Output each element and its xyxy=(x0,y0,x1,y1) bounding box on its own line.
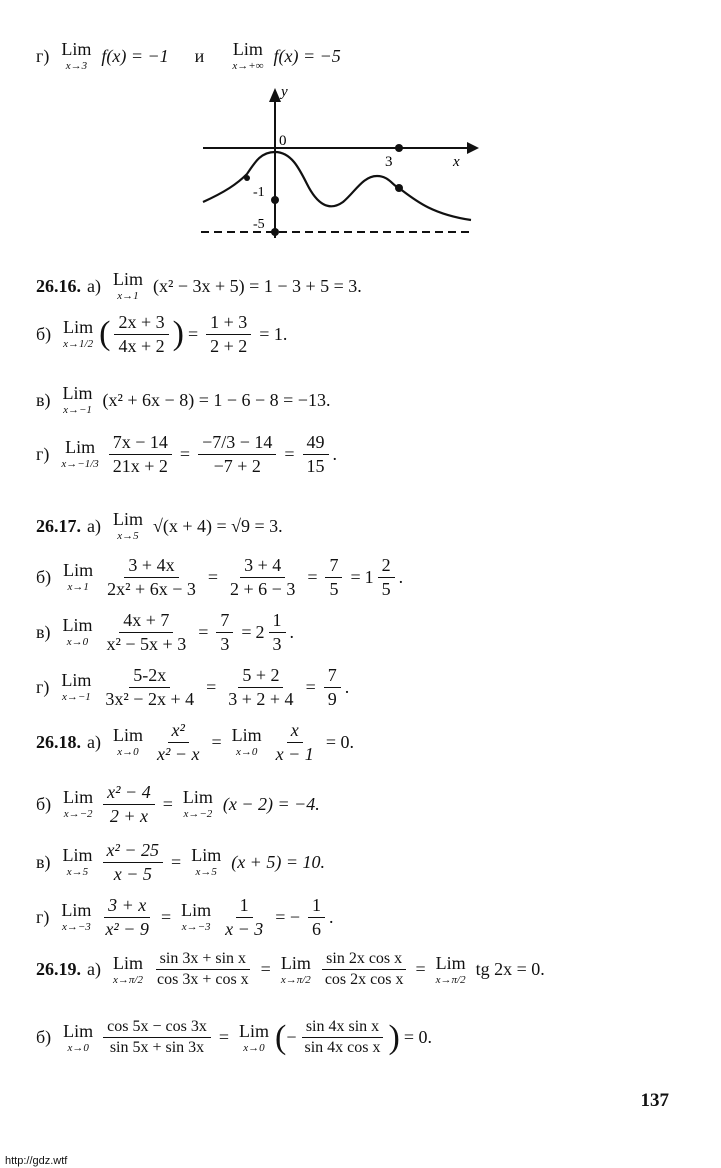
problem-2616-b: б) Lim x→1/2 ( $\frac{2x + 3}{4x + 2}$ ) = $\frac{1 + 3}{2 + 2}$ = 1. xyxy=(36,312,288,356)
label: а) xyxy=(87,275,101,296)
fraction: $\frac{7}{9}$ xyxy=(324,665,341,709)
y-tick-label: -5 xyxy=(253,217,265,232)
limit: Lim x→1 xyxy=(63,560,94,594)
expression: (x² − 3x + 5) = 1 − 3 + 5 = 3. xyxy=(152,275,362,296)
point xyxy=(244,175,250,181)
problem-2619-a: 26.19. а) Lim x→π/2 $\frac{\text{sin 3x + sin x}}{\text{cos 3x + cos x}}$ = Lim x→π/2 $\frac{\text{sin 2x cos x}}{\text{cos 2x cos x}}$ = Lim x→π/2 tg 2x = 0. xyxy=(36,950,545,989)
fraction: $\frac{49}{15}$ xyxy=(303,432,329,476)
fraction: $\frac{7x - 14}{21x + 2}$ xyxy=(109,432,172,476)
limit: Lim x→1 xyxy=(112,269,143,302)
limit: Lim x→−1 xyxy=(61,670,92,704)
limit: Lim x→−3 xyxy=(61,900,92,934)
fraction: $\frac{1}{6}$ xyxy=(308,895,325,939)
fraction: $\frac{\cos 5x - \cos 3x}{\sin 5x + \sin 3x}$ xyxy=(103,1018,211,1058)
limit: Lim x→0 xyxy=(62,615,93,649)
fraction: $\frac{2}{5}$ xyxy=(378,555,395,599)
label: г) xyxy=(36,45,50,66)
mixed-whole: 2 xyxy=(255,621,265,642)
point xyxy=(395,144,403,152)
problem-2617-v: в) Lim x→0 $\frac{4x + 7}{\text{x² − 5x + 3}}$ = $\frac{7}{3}$ = 2 $\frac{1}{3}$ . xyxy=(36,610,295,654)
label: г) xyxy=(36,676,50,697)
fraction: $\frac{1}{3}$ xyxy=(269,610,286,654)
fraction: $\frac{5 + 2}{3 + 2 + 4}$ xyxy=(228,665,294,709)
fraction: $\frac{4x + 7}{\text{x² − 5x + 3}}$ xyxy=(106,610,187,654)
conjunction: и xyxy=(194,45,205,66)
problem-2618-b: б) Lim x→−2 $\frac{\text{x² − 4}}{2 + x}$ = Lim x→−2 (x − 2) = −4. xyxy=(36,782,320,826)
limit: Lim x→3 xyxy=(61,39,92,72)
limit: Lim x→0 xyxy=(63,1020,94,1054)
limit: Lim x→1/2 xyxy=(63,317,94,351)
fraction: $\frac{\text{x²}}{\text{x² − x}}$ xyxy=(156,720,200,764)
problem-2616-g: г) Lim x→−1/3 $\frac{7x - 14}{21x + 2}$ = $\frac{-7/3 - 14}{-7 + 2}$ = $\frac{49}{15}$ . xyxy=(36,432,338,476)
fraction: $\frac{3 + x}{\text{x² − 9}}$ xyxy=(105,895,149,939)
limit: Lim x→+∞ xyxy=(232,39,264,72)
fraction: $\frac{\text{sin 3x + sin x}}{\text{cos 3x + cos x}}$ xyxy=(156,950,249,989)
label: в) xyxy=(36,621,51,642)
fraction: $\frac{1}{x - 3}$ xyxy=(225,895,264,939)
label: г) xyxy=(36,906,50,927)
origin-label: 0 xyxy=(279,133,287,149)
limit: Lim x→π/2 xyxy=(435,952,466,986)
y-axis-arrow xyxy=(269,88,281,102)
label: г) xyxy=(36,443,50,464)
point xyxy=(271,196,279,204)
y-tick-label: -1 xyxy=(253,185,265,200)
fraction: $\frac{1 + 3}{2 + 2}$ xyxy=(206,312,251,356)
label: в) xyxy=(36,851,51,872)
function-graph xyxy=(195,84,480,244)
page-number: 137 xyxy=(640,1090,669,1111)
fraction: $\frac{x}{x - 1}$ xyxy=(275,720,314,764)
result: = 1. xyxy=(259,323,288,344)
problem-2618-v: в) Lim x→5 $\frac{\text{x² − 25}}{x - 5}$ = Lim x→5 (x + 5) = 10. xyxy=(36,840,325,884)
problem-2619-b: б) Lim x→0 $\frac{\cos 5x - \cos 3x}{\sin 5x + \sin 3x}$ = Lim x→0 ( − $\frac{\text{sin 4x sin x}}{\text{sin 4x cos x}}$ ) = 0. xyxy=(36,1018,432,1057)
x-axis-label: x xyxy=(453,154,460,170)
limit: Lim x→π/2 xyxy=(280,952,311,986)
limit: Lim x→−1/3 xyxy=(61,437,99,471)
problem-2617-a xyxy=(36,510,287,542)
limit: Lim x→0 xyxy=(231,725,262,759)
limit: Lim x→0 xyxy=(239,1020,269,1054)
limit: Lim x→5 xyxy=(62,845,93,879)
label: б) xyxy=(36,323,52,344)
limit: Lim x→π/2 xyxy=(112,952,143,986)
fraction: $\frac{\text{sin 2x cos x}}{\text{cos 2x cos x}}$ xyxy=(321,950,408,990)
expression: (x + 5) = 10. xyxy=(231,851,325,872)
equals: = xyxy=(187,323,199,344)
expression: f(x) = −5 xyxy=(273,45,341,66)
point xyxy=(271,228,279,236)
label: а) xyxy=(87,731,101,752)
label: в) xyxy=(36,389,51,410)
fraction: $\frac{3 + 4}{2 + 6 - 3}$ xyxy=(230,555,296,599)
label: б) xyxy=(36,793,52,814)
fraction: $\frac{\text{x² − 25}}{x - 5}$ xyxy=(103,840,164,884)
x-axis-arrow xyxy=(467,142,479,154)
label: б) xyxy=(36,566,52,587)
problem-2616-v xyxy=(36,384,334,416)
x-tick-label: 3 xyxy=(385,154,393,170)
footer-url[interactable]: http://gdz.wtf xyxy=(2,1154,70,1168)
problem-2618-a: 26.18. а) Lim x→0 $\frac{\text{x²}}{\text{x² − x}}$ = Lim x→0 $\frac{x}{x - 1}$ = 0. xyxy=(36,720,354,764)
problem-2616-a xyxy=(36,270,366,302)
expression: (x² + 6x − 8) = 1 − 6 − 8 = −13. xyxy=(102,389,331,410)
expression: (x − 2) = −4. xyxy=(222,793,320,814)
fraction: $\frac{7}{3}$ xyxy=(216,610,233,654)
expression: tg 2x = 0. xyxy=(475,959,545,980)
expression: f(x) = −1 xyxy=(101,45,169,66)
limit: Lim x→5 xyxy=(112,509,143,542)
point xyxy=(395,184,403,192)
problem-number: 26.17. xyxy=(36,515,81,536)
fraction: $\frac{\text{sin 4x sin x}}{\text{sin 4x cos x}}$ xyxy=(300,1018,384,1058)
fraction: $\frac{5-2x}{\text{3x² − 2x + 4}}$ xyxy=(105,665,195,709)
limit: Lim x→−2 xyxy=(63,787,94,821)
limit: Lim x→−2 xyxy=(182,787,213,821)
label: а) xyxy=(87,515,101,536)
problem-number: 26.18. xyxy=(36,731,81,752)
top-line xyxy=(36,40,345,72)
y-axis-label: y xyxy=(281,84,288,100)
label: б) xyxy=(36,1027,52,1048)
problem-number: 26.19. xyxy=(36,959,81,980)
problem-2617-g: г) Lim x→−1 $\frac{5-2x}{\text{3x² − 2x + 4}}$ = $\frac{5 + 2}{3 + 2 + 4}$ = $\frac{7}{9}$ . xyxy=(36,665,350,709)
label: а) xyxy=(87,959,101,980)
curve xyxy=(203,152,471,220)
limit: Lim x→0 xyxy=(112,725,143,759)
expression: √(x + 4) = √9 = 3. xyxy=(152,515,283,536)
limit: Lim x→−3 xyxy=(181,900,212,934)
problem-number: 26.16. xyxy=(36,275,81,296)
fraction: $\frac{7}{5}$ xyxy=(325,555,342,599)
fraction: $\frac{2x + 3}{4x + 2}$ xyxy=(114,312,168,356)
fraction: $\frac{-7/3 - 14}{-7 + 2}$ xyxy=(198,432,276,476)
problem-2617-b: б) Lim x→1 $\frac{3 + 4x}{\text{2x² + 6x − 3}}$ = $\frac{3 + 4}{2 + 6 - 3}$ = $\frac{7}{5}$ = 1 $\frac{2}{5}$ . xyxy=(36,555,404,599)
result: = 0. xyxy=(403,1027,432,1048)
problem-2618-g: г) Lim x→−3 $\frac{3 + x}{\text{x² − 9}}$ = Lim x→−3 $\frac{1}{x - 3}$ = − $\frac{1}{6}$ . xyxy=(36,895,334,939)
limit: Lim x→5 xyxy=(191,845,222,879)
limit: Lim x→−1 xyxy=(62,383,93,416)
result: = 0. xyxy=(325,731,354,752)
fraction: $\frac{\text{x² − 4}}{2 + x}$ xyxy=(103,782,155,826)
mixed-whole: 1 xyxy=(364,566,374,587)
fraction: $\frac{3 + 4x}{\text{2x² + 6x − 3}}$ xyxy=(107,555,196,599)
